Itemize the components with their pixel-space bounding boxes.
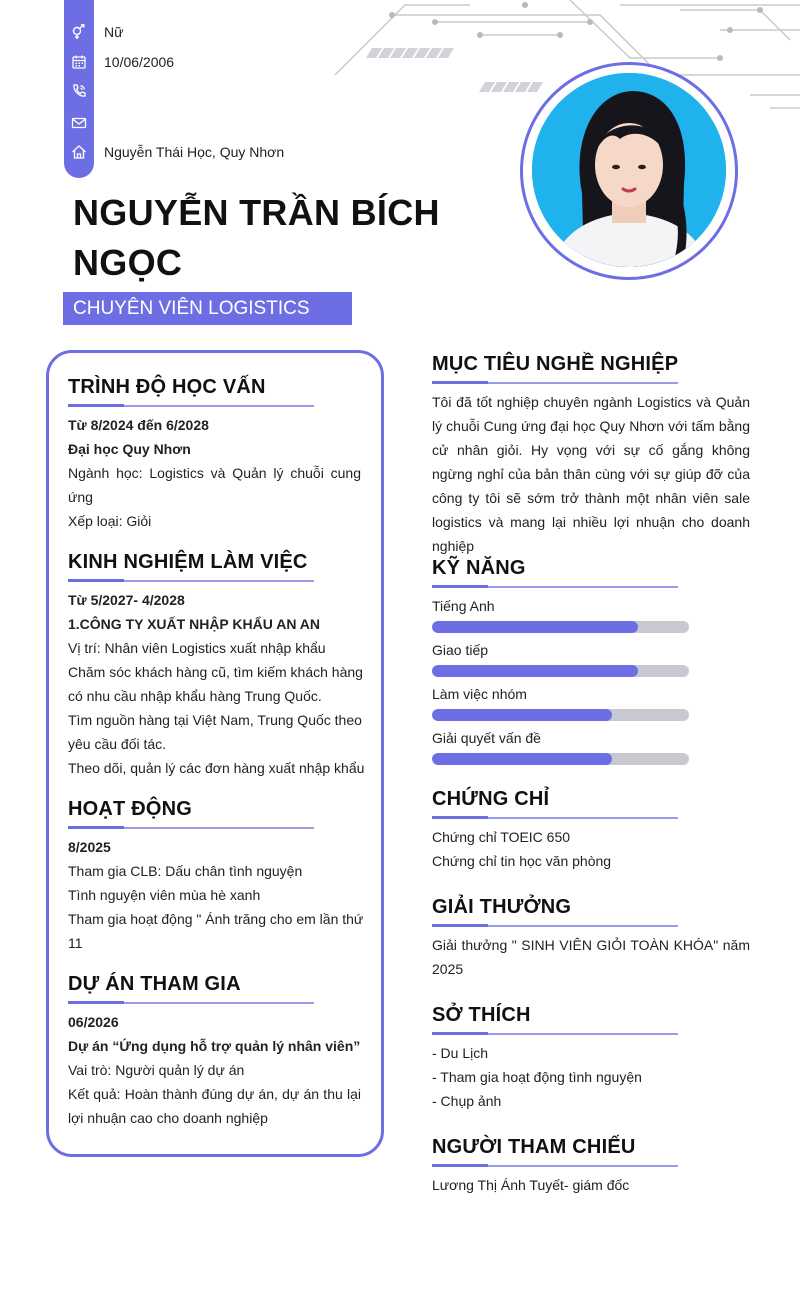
- skills-underline: [432, 586, 678, 588]
- skill-label: Giao tiếp: [432, 642, 489, 658]
- email-row: [64, 112, 94, 134]
- skill-bar-fill: [432, 621, 638, 633]
- education-underline: [68, 405, 314, 407]
- reference-text: Lương Thị Ánh Tuyết- giám đốc: [432, 1177, 630, 1193]
- hobbies-heading: SỞ THÍCH: [432, 1004, 531, 1026]
- experience-heading: KINH NGHIỆM LÀM VIỆC: [68, 551, 308, 573]
- skill-bar: [432, 709, 689, 721]
- experience-position: Vị trí: Nhân viên Logistics xuất nhập khẩu: [68, 640, 326, 656]
- experience-company: 1.CÔNG TY XUẤT NHẬP KHẨU AN AN: [68, 616, 321, 632]
- calendar-icon: [64, 54, 94, 70]
- objective-heading: MỤC TIÊU NGHỀ NGHIỆP: [432, 353, 679, 375]
- phone-row: [64, 80, 94, 102]
- home-icon: [64, 144, 94, 160]
- certificates-underline: [432, 817, 678, 819]
- project-period: 06/2026: [68, 1014, 119, 1030]
- skills-heading: KỸ NĂNG: [432, 557, 526, 579]
- projects-underline: [68, 1002, 314, 1004]
- certificate-item-1: Chứng chỉ TOEIC 650: [432, 829, 571, 845]
- phone-icon: [64, 83, 94, 99]
- hobby-item-2: - Tham gia hoạt động tình nguyện: [432, 1069, 642, 1085]
- name-line-2: NGỌC: [73, 242, 183, 283]
- hobbies-underline: [432, 1033, 678, 1035]
- project-role: Vai trò: Người quản lý dự án: [68, 1062, 245, 1078]
- activity-item-3: Tham gia hoạt động " Ánh trăng cho em lần thứ 11: [68, 911, 364, 951]
- activities-period: 8/2025: [68, 839, 111, 855]
- avatar: [532, 73, 726, 267]
- skill-bar-fill: [432, 753, 612, 765]
- projects-heading: DỰ ÁN THAM GIA: [68, 973, 241, 995]
- envelope-icon: [64, 115, 94, 131]
- awards-underline: [432, 925, 678, 927]
- full-name: [73, 188, 493, 288]
- skill-label: Làm việc nhóm: [432, 686, 527, 702]
- objective-text: Tôi đã tốt nghiệp chuyên ngành Logistics và Quản lý chuỗi Cung ứng đại học Quy Nhơn với tấm bằng cử nhân giỏi. Hy vọng với sự cố gắng không ngừng nghỉ của bản thân cùng với sự giúp đỡ của công ty tôi sẽ sớm trở thành một nhân viên sale logistics và mang lại nhiều lợi nhuận cho doanh nghiệp: [432, 394, 750, 554]
- references-underline: [432, 1165, 678, 1167]
- certificate-item-2: Chứng chỉ tin học văn phòng: [432, 853, 612, 869]
- hobby-item-3: - Chụp ảnh: [432, 1093, 502, 1109]
- job-title: CHUYÊN VIÊN LOGISTICS: [63, 292, 352, 325]
- activity-item-1: Tham gia CLB: Dấu chân tình nguyện: [68, 863, 303, 879]
- activities-underline: [68, 827, 314, 829]
- skill-label: Tiếng Anh: [432, 598, 495, 614]
- certificates-heading: CHỨNG CHỈ: [432, 788, 550, 810]
- experience-period: Từ 5/2027- 4/2028: [68, 592, 185, 608]
- skill-bar: [432, 665, 689, 677]
- experience-underline: [68, 580, 314, 582]
- hobby-item-1: - Du Lịch: [432, 1045, 489, 1061]
- skill-bar-fill: [432, 665, 638, 677]
- activity-item-2: Tình nguyện viên mùa hè xanh: [68, 887, 261, 903]
- skill-label: Giải quyết vấn đề: [432, 730, 541, 746]
- birthday-value: 10/06/2006: [104, 54, 175, 70]
- education-period: Từ 8/2024 đến 6/2028: [68, 417, 209, 433]
- education-major: Ngành học: Logistics và Quản lý chuỗi cung ứng: [68, 465, 361, 505]
- experience-task-2: Tìm nguồn hàng tại Việt Nam, Trung Quốc theo yêu cầu đối tác.: [68, 712, 362, 752]
- gender-icon: [64, 24, 94, 40]
- experience-task-1: Chăm sóc khách hàng cũ, tìm kiếm khách hàng có nhu cầu nhập khẩu hàng Trung Quốc.: [68, 664, 363, 704]
- references-heading: NGƯỜI THAM CHIẾU: [432, 1136, 636, 1158]
- objective-underline: [432, 382, 678, 384]
- skill-bar-fill: [432, 709, 612, 721]
- skill-bar: [432, 621, 689, 633]
- gender-row: [64, 21, 123, 43]
- address-row: [64, 141, 284, 163]
- gender-value: Nữ: [104, 24, 124, 40]
- birthday-row: [64, 51, 174, 73]
- address-value: Nguyễn Thái Học, Quy Nhơn: [104, 144, 285, 160]
- award-text: Giải thưởng " SINH VIÊN GIỎI TOÀN KHÓA" năm 2025: [432, 937, 750, 977]
- awards-heading: GIẢI THƯỞNG: [432, 896, 572, 918]
- education-grade: Xếp loại: Giỏi: [68, 513, 152, 529]
- education-school: Đại học Quy Nhơn: [68, 441, 191, 457]
- education-heading: TRÌNH ĐỘ HỌC VẤN: [68, 376, 266, 398]
- name-line-1: NGUYỄN TRẦN BÍCH: [73, 192, 440, 233]
- project-name: Dự án “Ứng dụng hỗ trợ quản lý nhân viên”: [68, 1038, 361, 1054]
- skill-bar: [432, 753, 689, 765]
- project-result: Kết quả: Hoàn thành đúng dự án, dự án thu lại lợi nhuận cao cho doanh nghiệp: [68, 1086, 361, 1126]
- activities-heading: HOẠT ĐỘNG: [68, 798, 193, 820]
- experience-task-3: Theo dõi, quản lý các đơn hàng xuất nhập khẩu: [68, 760, 365, 776]
